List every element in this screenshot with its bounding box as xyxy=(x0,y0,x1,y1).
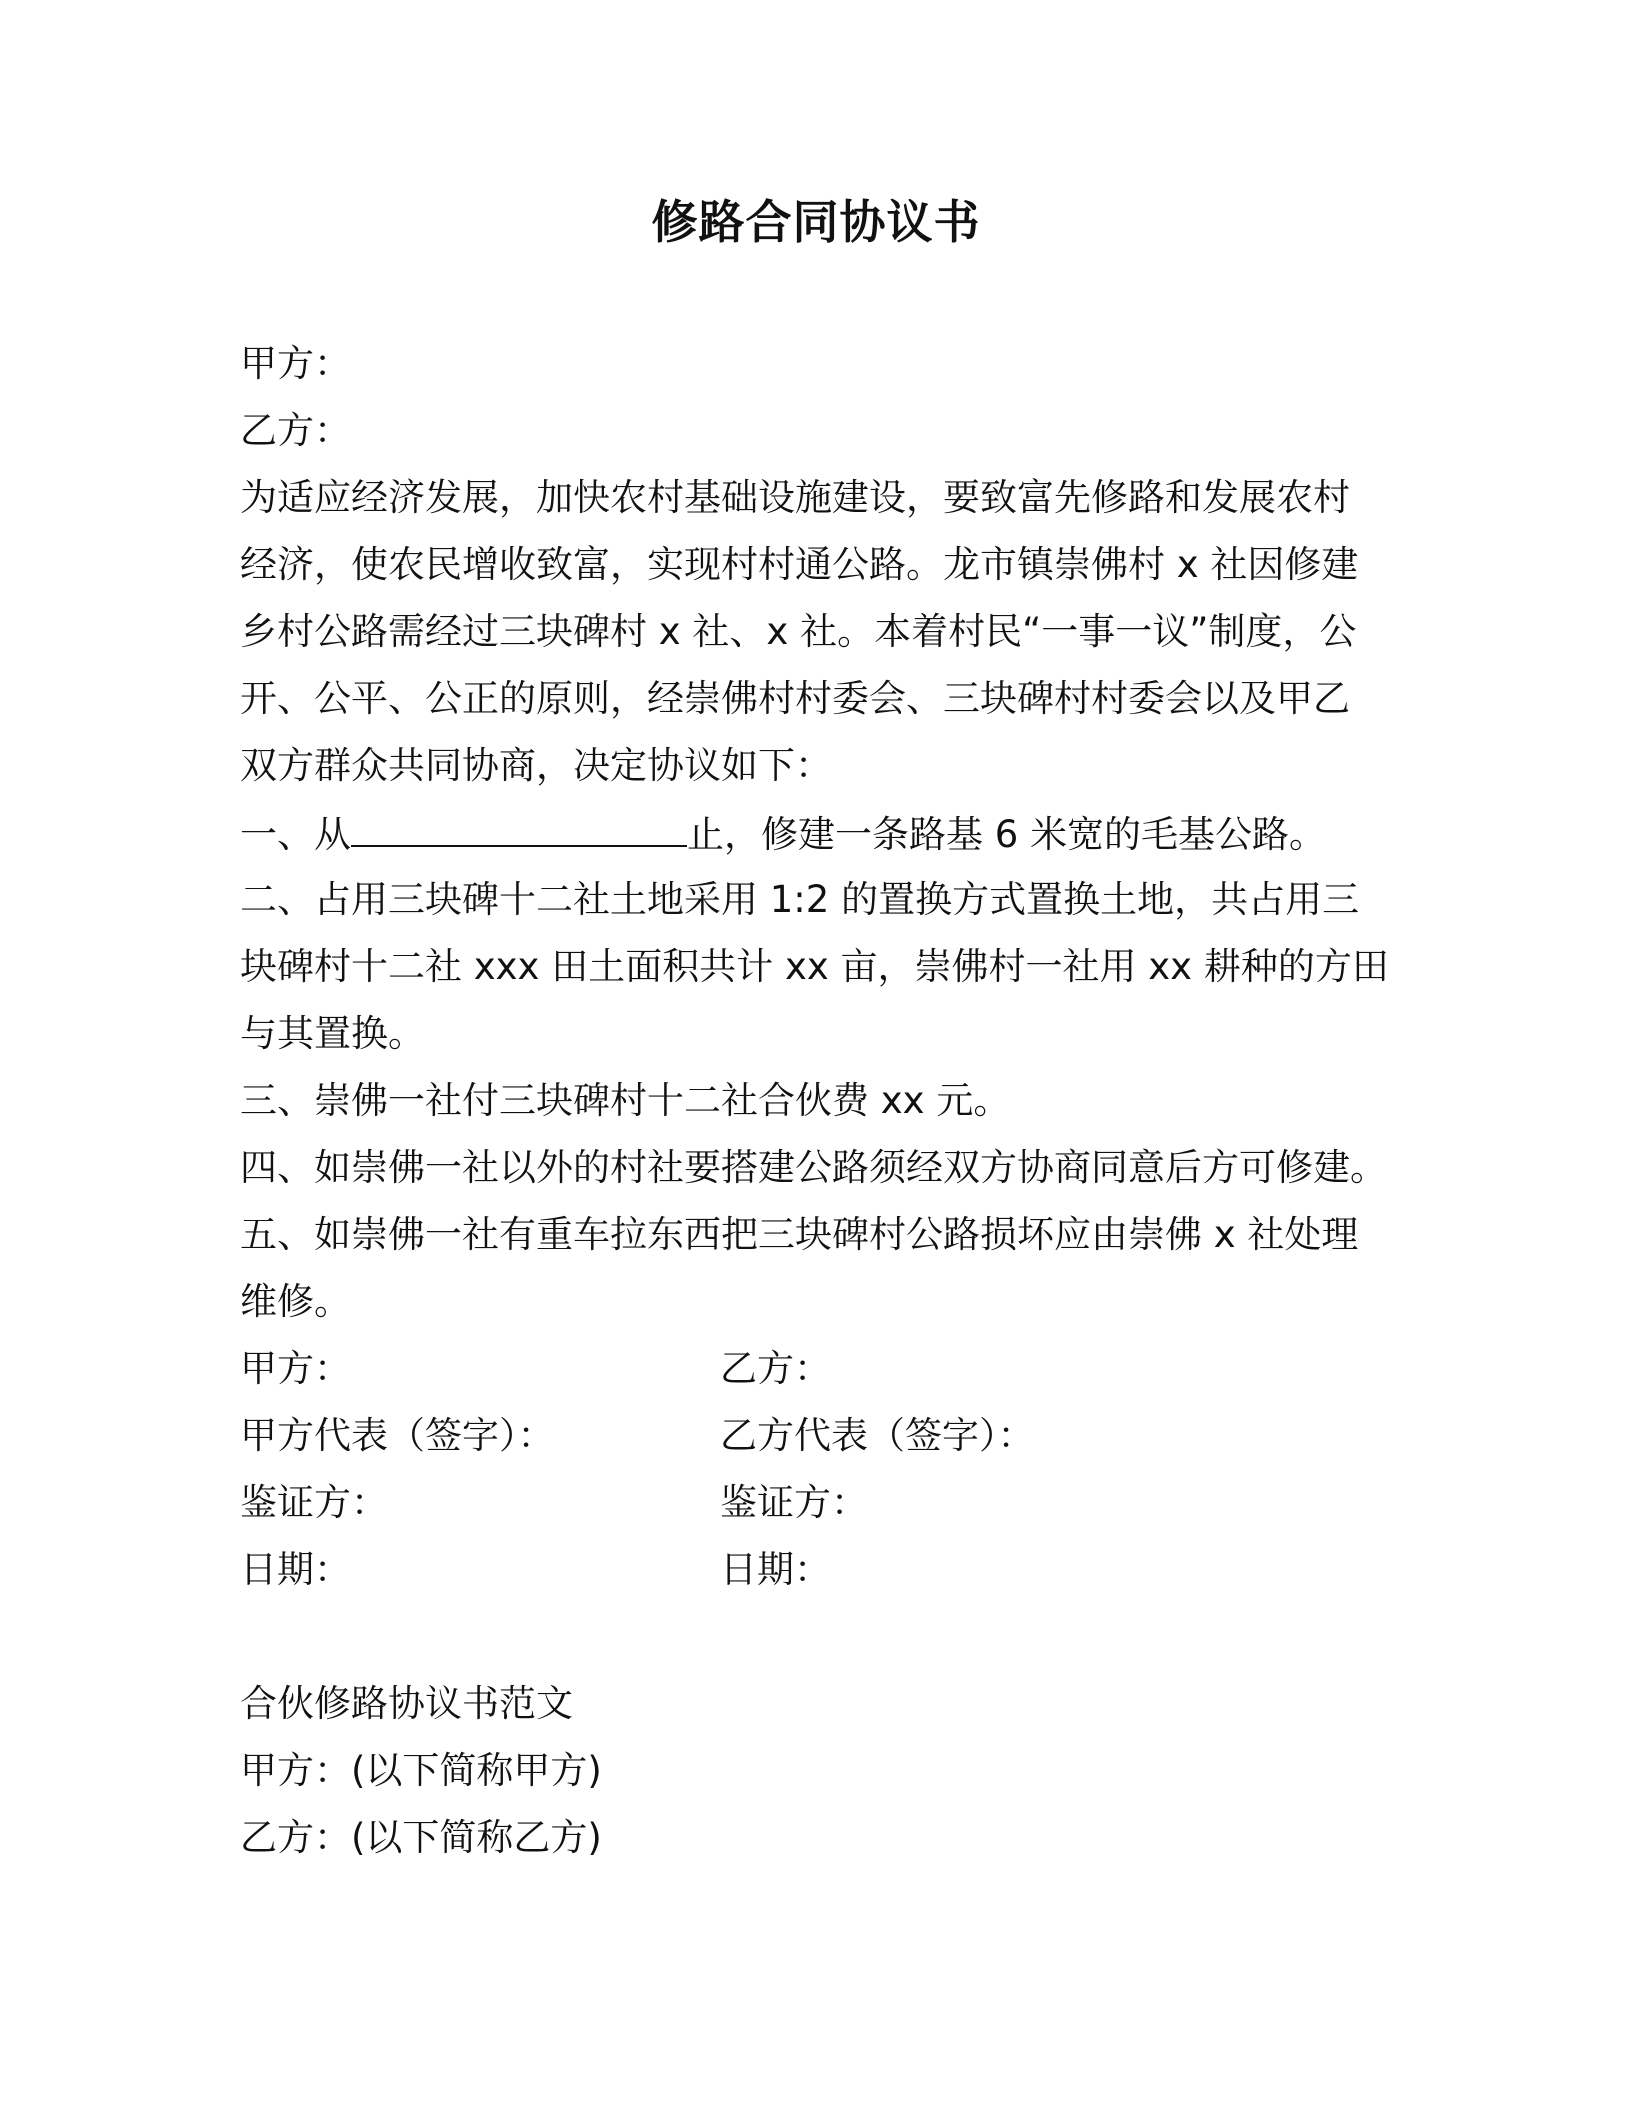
signature-party-b: 乙方： xyxy=(720,1347,831,1390)
clause-2-line: 与其置换。 xyxy=(240,1012,425,1055)
party-b-label: 乙方： xyxy=(240,409,351,452)
clause-2-line: 二、占用三块碑十二社土地采用 1:2 的置换方式置换土地，共占用三 xyxy=(240,878,1360,921)
clause-3: 三、崇佛一社付三块碑村十二社合伙费 xx 元。 xyxy=(240,1079,1011,1122)
clause-1-suffix: 止，修建一条路基 6 米宽的毛基公路。 xyxy=(687,813,1327,856)
clause-5-line: 维修。 xyxy=(240,1280,351,1323)
intro-line: 乡村公路需经过三块碑村 x 社、x 社。本着村民“一事一议”制度，公 xyxy=(240,610,1357,653)
document-title: 修路合同协议书 xyxy=(651,195,981,249)
clause-4: 四、如崇佛一社以外的村社要搭建公路须经双方协商同意后方可修建。 xyxy=(240,1146,1387,1189)
fill-in-blank xyxy=(351,799,687,847)
intro-line: 双方群众共同协商，决定协议如下： xyxy=(240,744,832,787)
signature-date-a: 日期： xyxy=(240,1548,351,1591)
clause-5-line: 五、如崇佛一社有重车拉东西把三块碑村公路损坏应由崇佛 x 社处理 xyxy=(240,1213,1359,1256)
signature-date-b: 日期： xyxy=(720,1548,831,1591)
intro-line: 开、公平、公正的原则，经崇佛村村委会、三块碑村村委会以及甲乙 xyxy=(240,677,1350,720)
signature-row xyxy=(240,1536,1400,1603)
section-2-party-a: 甲方：(以下简称甲方) xyxy=(240,1749,602,1792)
intro-line: 为适应经济发展，加快农村基础设施建设，要致富先修路和发展农村 xyxy=(240,476,1350,519)
clause-1 xyxy=(240,799,1400,866)
signature-rep-b: 乙方代表（签字）： xyxy=(720,1414,1035,1457)
section-spacer xyxy=(240,1603,1400,1670)
intro-line: 经济，使农民增收致富，实现村村通公路。龙市镇崇佛村 x 社因修建 xyxy=(240,543,1359,586)
section-2-party-b: 乙方：(以下简称乙方) xyxy=(240,1816,602,1859)
section-2-heading: 合伙修路协议书范文 xyxy=(240,1682,573,1725)
clause-2-line: 块碑村十二社 xxx 田土面积共计 xx 亩，崇佛村一社用 xx 耕种的方田 xyxy=(240,945,1389,988)
signature-row xyxy=(240,1402,1400,1469)
clause-1-prefix: 一、从 xyxy=(240,813,351,856)
signature-witness-a: 鉴证方： xyxy=(240,1481,388,1524)
signature-rep-a: 甲方代表（签字）： xyxy=(240,1414,555,1457)
document-body xyxy=(240,330,1400,1871)
signature-row xyxy=(240,1335,1400,1402)
signature-witness-b: 鉴证方： xyxy=(720,1481,868,1524)
party-a-label: 甲方： xyxy=(240,342,351,385)
signature-row xyxy=(240,1469,1400,1536)
signature-party-a: 甲方： xyxy=(240,1347,351,1390)
